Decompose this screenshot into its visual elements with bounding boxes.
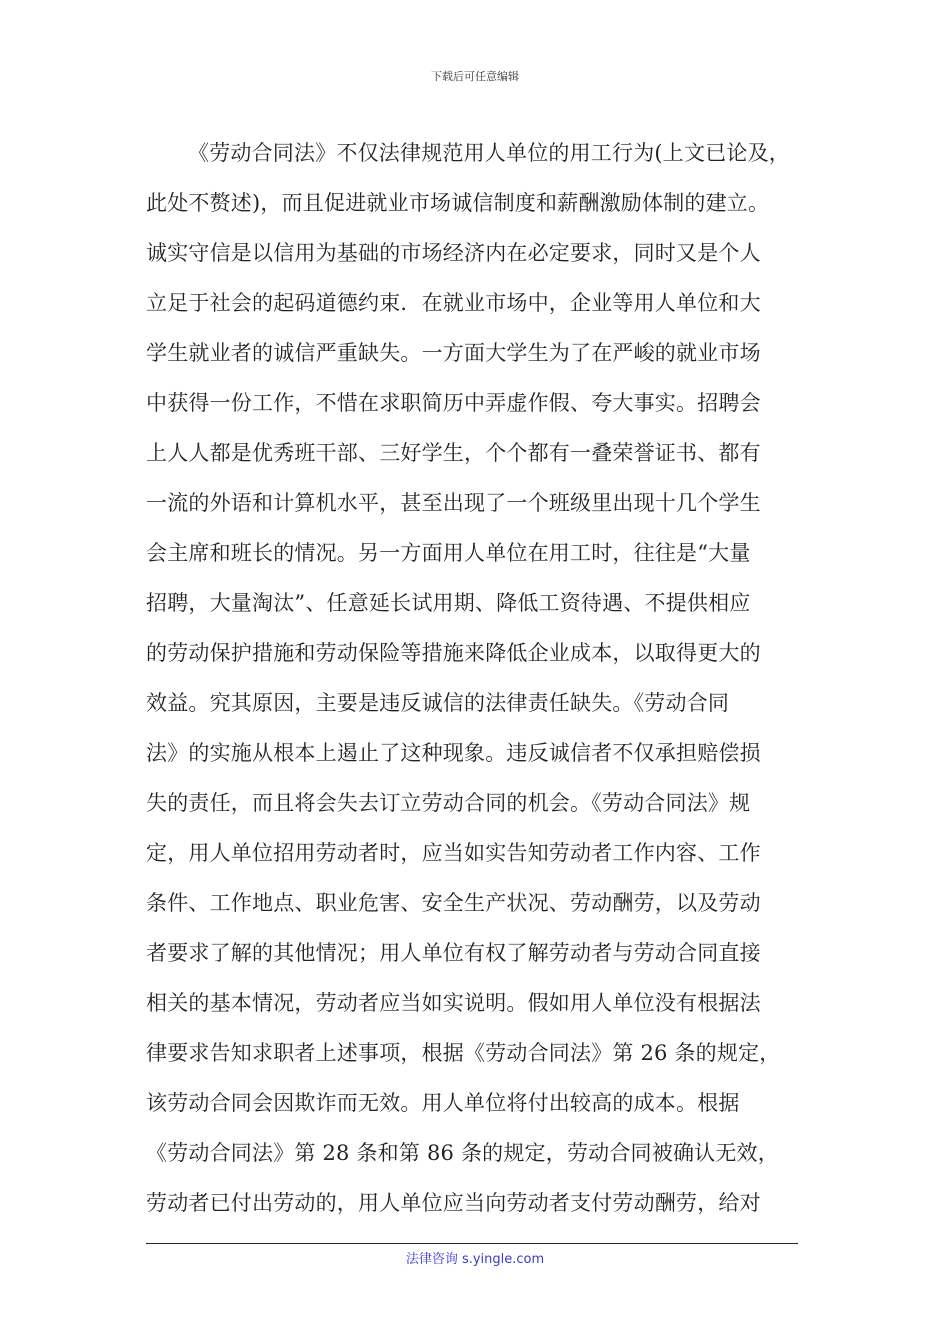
text-line: 上人人都是优秀班干部、三好学生，个个都有一叠荣誉证书、都有	[146, 441, 761, 465]
text-line: 相关的基本情况，劳动者应当如实说明。假如用人单位没有根据法	[146, 991, 761, 1015]
text-line: 《劳动合同法》第 28 条和第 86 条的规定，劳动合同被确认无效，	[146, 1141, 779, 1165]
text-line: 中获得一份工作，不惜在求职简历中弄虚作假、夸大事实。招聘会	[146, 391, 761, 415]
text-line: 该劳动合同会因欺诈而无效。用人单位将付出较高的成本。根据	[146, 1091, 740, 1115]
text-line: 会主席和班长的情况。另一方面用人单位在用工时，往往是“大量	[146, 541, 751, 565]
text-line: 失的责任，而且将会失去订立劳动合同的机会。《劳动合同法》规	[146, 791, 751, 815]
text-line: 一流的外语和计算机水平，甚至出现了一个班级里出现十几个学生	[146, 491, 761, 515]
text-line: 诚实守信是以信用为基础的市场经济内在必定要求，同时又是个人	[146, 241, 761, 265]
text-line: 招聘，大量淘汰”、任意延长试用期、降低工资待遇、不提供相应	[146, 591, 751, 615]
footer-divider	[146, 1243, 798, 1244]
text-line: 立足于社会的起码道德约束．在就业市场中，企业等用人单位和大	[146, 291, 761, 315]
text-line: 者要求了解的其他情况；用人单位有权了解劳动者与劳动合同直接	[146, 941, 761, 965]
text-line: 的劳动保护措施和劳动保险等措施来降低企业成本，以取得更大的	[146, 641, 761, 665]
text-line: 学生就业者的诚信严重缺失。一方面大学生为了在严峻的就业市场	[146, 341, 761, 365]
text-line: 法》的实施从根本上遏止了这种现象。违反诚信者不仅承担赔偿损	[146, 741, 761, 765]
footer-link[interactable]: 法律咨询 s.yingle.com	[405, 1252, 545, 1267]
body-paragraph	[146, 128, 796, 1228]
header-note: 下载后可任意编辑	[431, 70, 519, 83]
text-line: 效益。究其原因，主要是违反诚信的法律责任缺失。《劳动合同	[146, 691, 730, 715]
text-line: 劳动者已付出劳动的，用人单位应当向劳动者支付劳动酬劳，给对	[146, 1191, 761, 1215]
text-line: 律要求告知求职者上述事项，根据《劳动合同法》第 26 条的规定，	[146, 1041, 781, 1065]
text-line: 定，用人单位招用劳动者时，应当如实告知劳动者工作内容、工作	[146, 841, 761, 865]
text-line: 此处不赘述)，而且促进就业市场诚信制度和薪酬激励体制的建立。	[146, 191, 770, 215]
text-line: 《劳动合同法》不仅法律规范用人单位的用工行为(上文已论及，	[188, 141, 790, 165]
text-line: 条件、工作地点、职业危害、安全生产状况、劳动酬劳，以及劳动	[146, 891, 761, 915]
